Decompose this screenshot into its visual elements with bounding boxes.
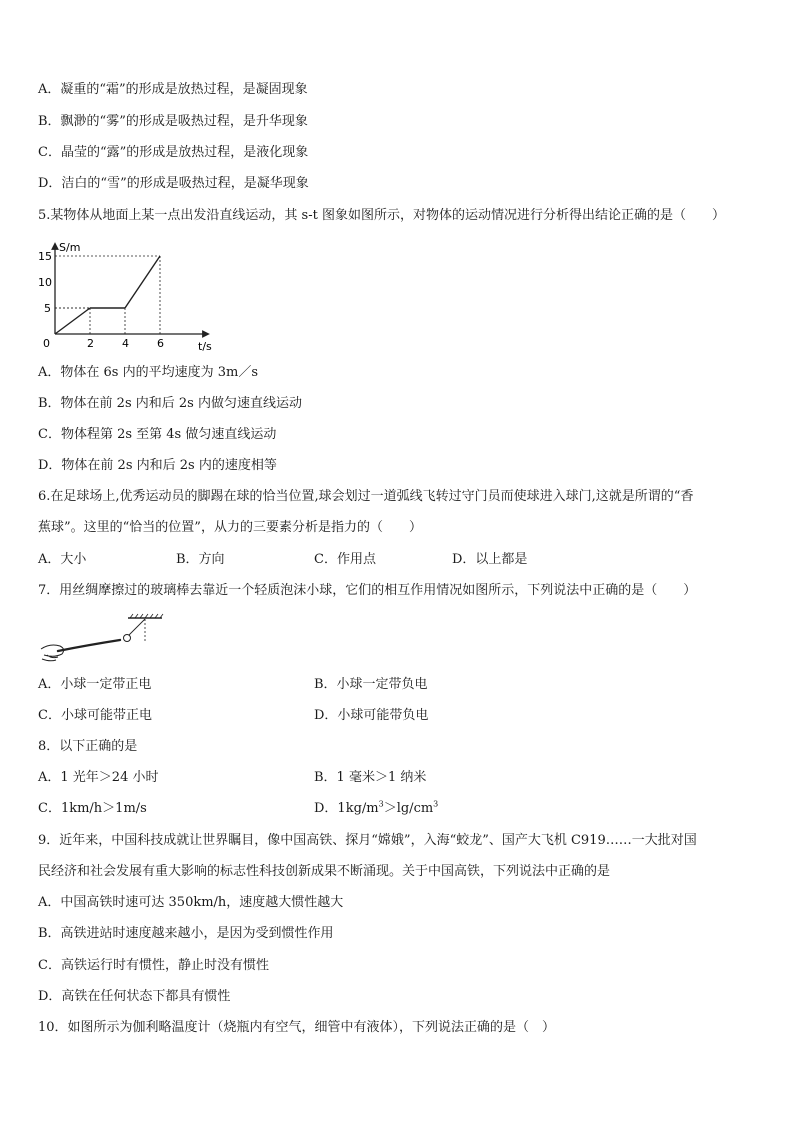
q8-option-d: D．$1kg/m^3>\lg/cm^3$: [314, 799, 439, 816]
q9-stem-line2: 民经济和社会发展有重大影响的标志性科技创新成果不断涌现。关于中国高铁，下列说法中正确的是: [38, 864, 611, 879]
q6-stem-line1: 6.在足球场上,优秀运动员的脚踢在球的恰当位置,球会划过一道弧线飞转过守门员而使球进入球门,这就是所谓的“香: [38, 489, 694, 504]
q9-option-b: B．高铁进站时速度越来越小，是因为受到惯性作用: [38, 926, 334, 941]
q9-stem-line1: 9．近年来，中国科技成就让世界瞩目，像中国高铁、探月“嫦娥”，入海“蛟龙”、国产大飞机 C919……一大批对国: [38, 833, 697, 848]
q10-stem: 10．如图所示为伽利略温度计（烧瓶内有空气，细管中有液体），下列说法正确的是（ ）: [38, 1020, 556, 1035]
q5-option-a: A．物体在 6s 内的平均速度为 3m／s: [38, 365, 258, 380]
q5-option-d: D．物体在前 2s 内和后 2s 内的速度相等: [38, 458, 277, 473]
q7-option-c: C．小球可能带正电: [38, 708, 152, 723]
y-tick-label-10: 10: [38, 276, 52, 289]
q8-stem: 8．以下正确的是: [38, 739, 138, 754]
q6-option-d: D．以上都是: [452, 552, 528, 567]
q6-option-b: B．方向: [176, 552, 225, 567]
q7-stem: 7．用丝绸摩擦过的玻璃棒去靠近一个轻质泡沫小球，它们的相互作用情况如图所示，下列说法中正确的是（ ）: [38, 583, 697, 598]
y-axis-label: S/m: [59, 241, 81, 254]
q8-option-a: A．1 光年＞24 小时: [38, 770, 159, 785]
data-segment-0: [55, 308, 90, 334]
q5-option-b: B．物体在前 2s 内和后 2s 内做匀速直线运动: [38, 396, 302, 411]
q7-option-a: A．小球一定带正电: [38, 677, 152, 692]
q9-option-d: D．高铁在任何状态下都具有惯性: [38, 989, 231, 1004]
q6-option-c: C．作用点: [314, 552, 376, 567]
q4-option-b: B．飘渺的“雾”的形成是吸热过程，是升华现象: [38, 114, 308, 129]
x-tick-label-4: 4: [122, 337, 129, 350]
q6-stem-line2: 蕉球”。这里的“恰当的位置”，从力的三要素分析是指力的（ ）: [38, 520, 422, 535]
q6-option-a: A．大小: [38, 552, 87, 567]
q5-stem: 5.某物体从地面上某一点出发沿直线运动，其 s-t 图象如图所示，对物体的运动情况进行分析得出结论正确的是（ ）: [38, 208, 725, 223]
x-tick-label-0: 0: [43, 337, 50, 350]
q4-option-c: C．晶莹的“露”的形成是放热过程，是液化现象: [38, 145, 309, 160]
q7-rod-ball-figure: [38, 613, 168, 665]
x-tick-label-2: 2: [87, 337, 94, 350]
q7-option-d: D．小球可能带负电: [314, 708, 429, 723]
q8-option-b: B．1 毫米＞1 纳米: [314, 770, 427, 785]
data-segment-2: [125, 256, 160, 308]
q5-option-c: C．物体程第 2s 至第 4s 做匀速直线运动: [38, 427, 277, 442]
q9-option-a: A．中国高铁时速可达 350km/h，速度越大惯性越大: [38, 895, 344, 910]
x-tick-label-6: 6: [157, 337, 164, 350]
q7-option-b: B．小球一定带负电: [314, 677, 428, 692]
q9-option-c: C．高铁运行时有惯性，静止时没有惯性: [38, 958, 269, 973]
glass-rod: [58, 640, 120, 651]
q4-option-a: A．凝重的“霜”的形成是放热过程，是凝固现象: [38, 82, 308, 97]
q8-option-c: C．1km/h＞1m/s: [38, 801, 147, 816]
hand: [41, 645, 64, 661]
q5-st-graph: [28, 238, 218, 356]
q4-option-d: D．洁白的“雪”的形成是吸热过程，是凝华现象: [38, 176, 309, 191]
y-tick-label-5: 5: [44, 302, 51, 315]
x-axis-label: t/s: [198, 340, 212, 353]
foam-ball: [124, 635, 131, 642]
y-tick-label-15: 15: [38, 250, 52, 263]
